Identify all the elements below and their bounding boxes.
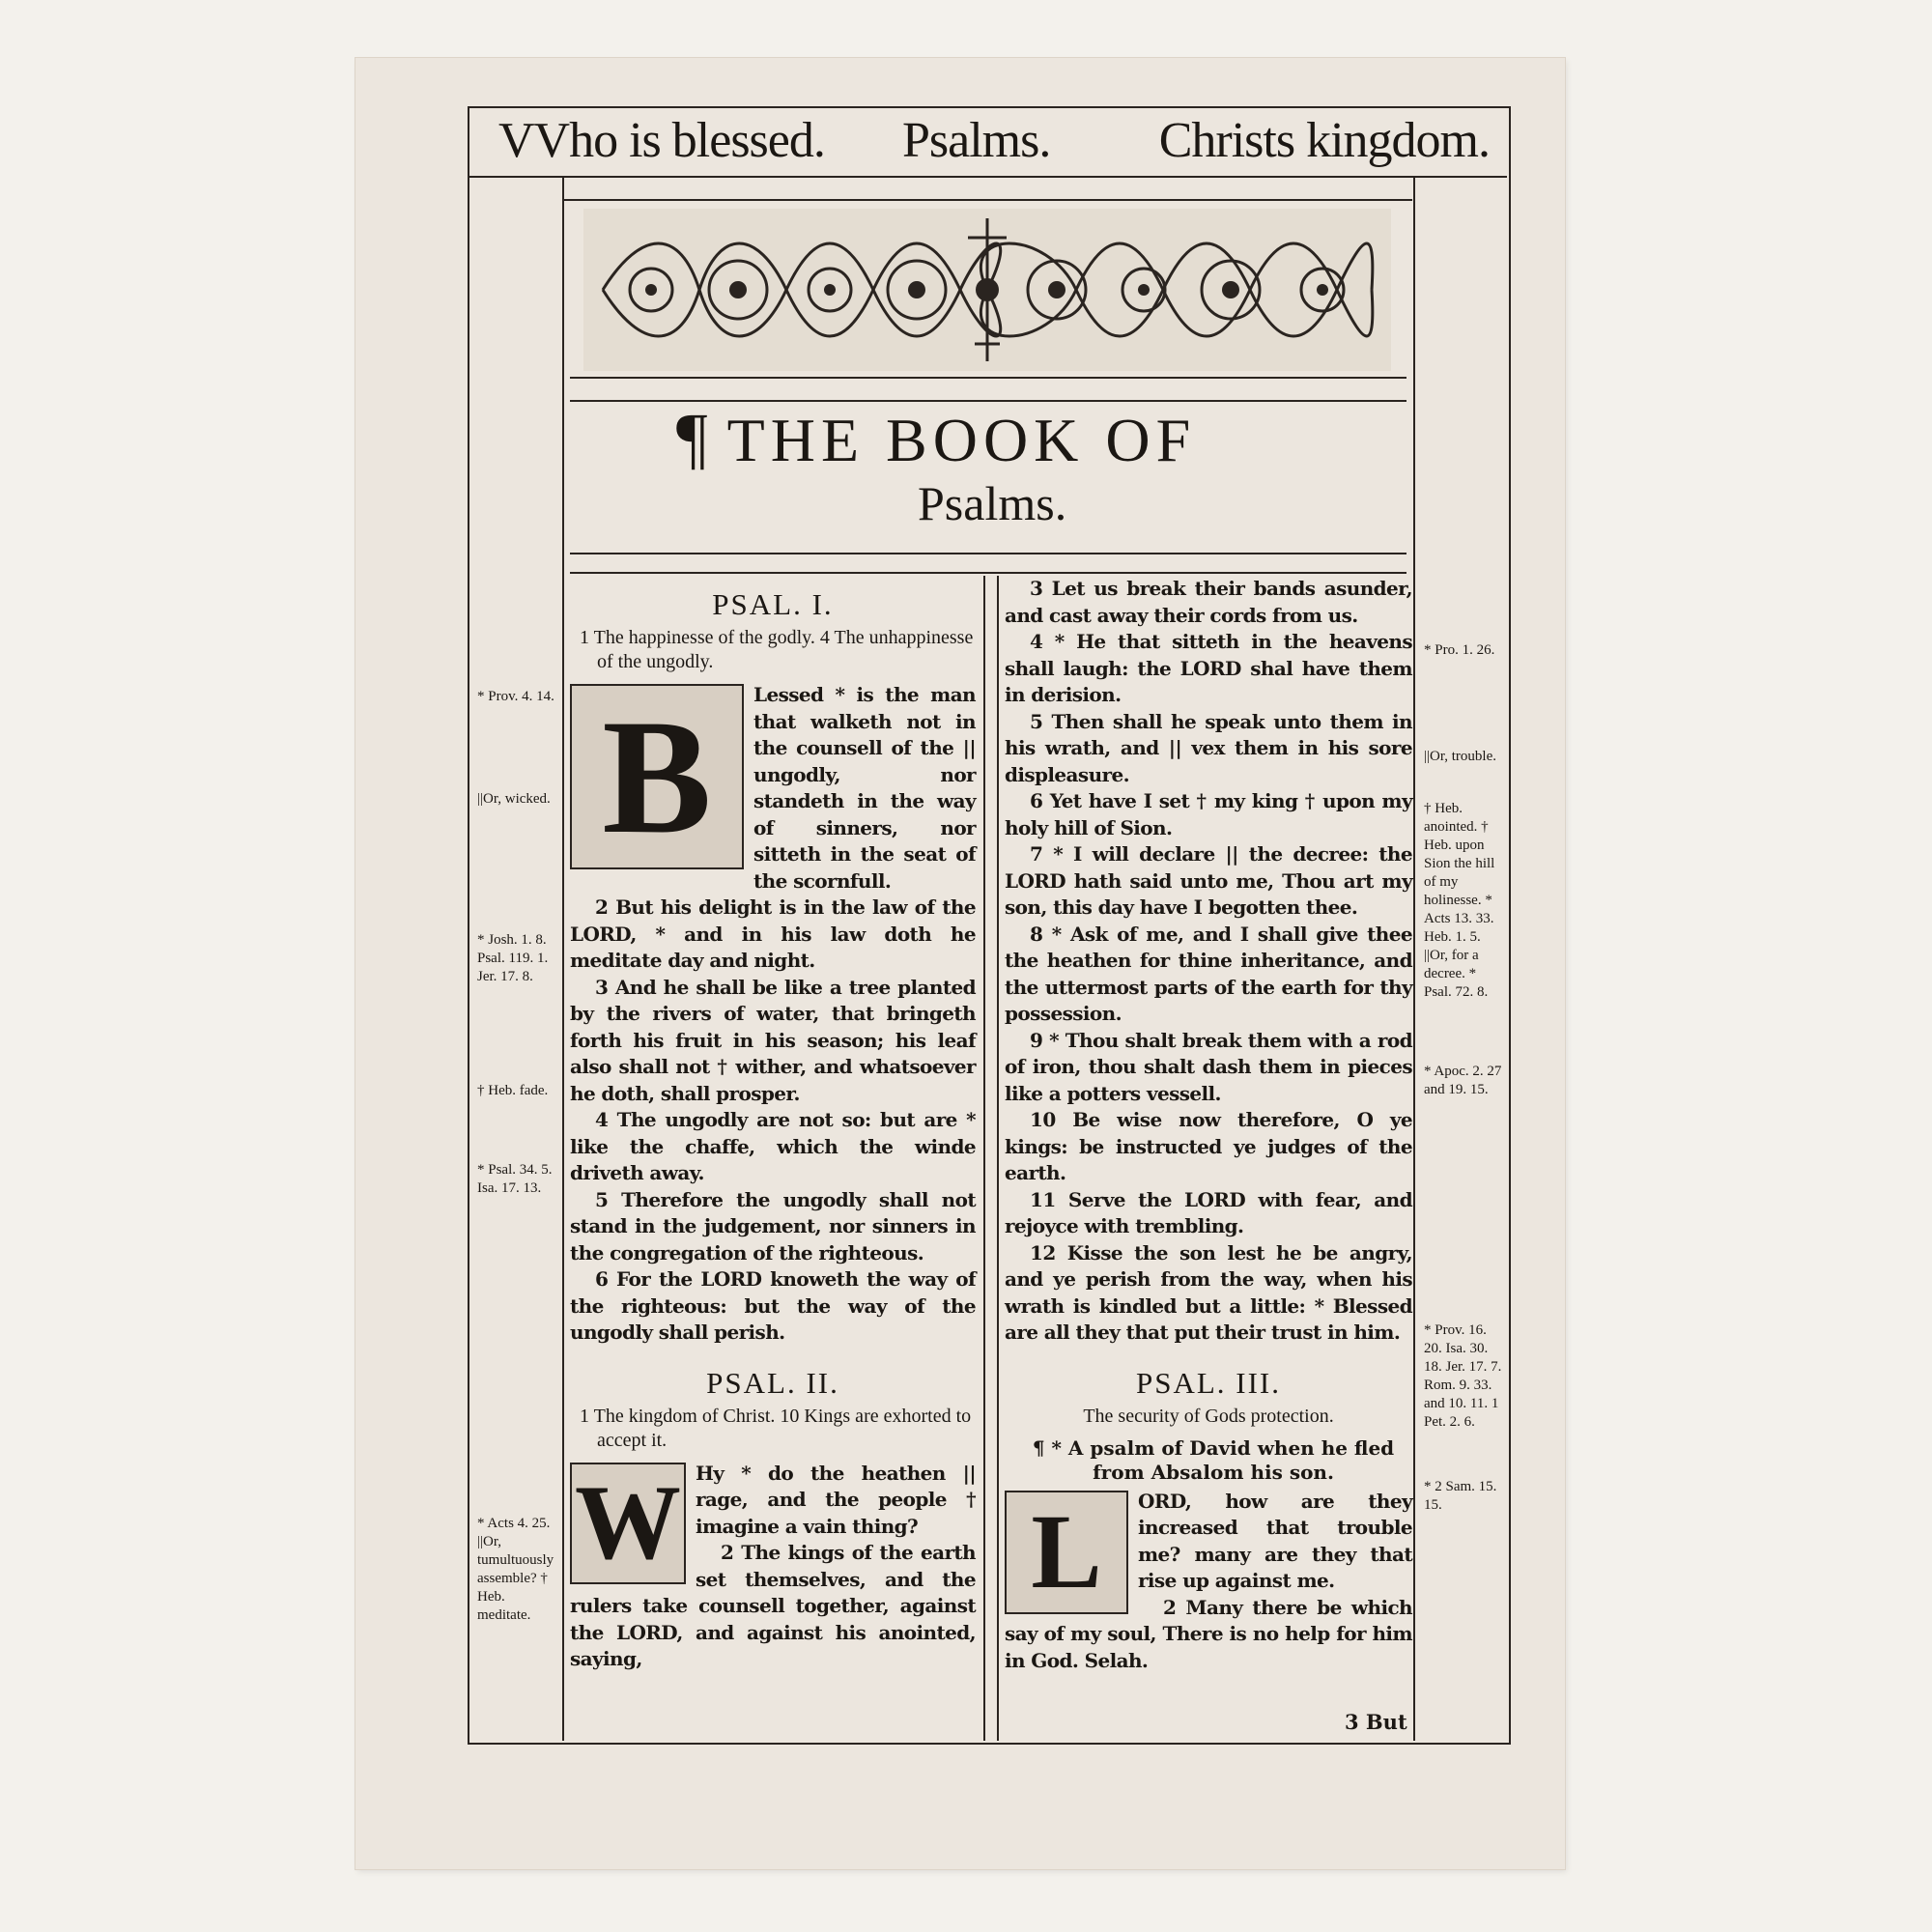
psalm-3-verse-2: 2 Many there be which say of my soul, There is no help for him in God. Selah. — [1005, 1595, 1412, 1672]
floral-headpiece-ornament — [583, 209, 1391, 371]
decorated-initial-w: W — [570, 1463, 686, 1584]
title-bottom-rule — [570, 553, 1406, 554]
left-text-column — [570, 585, 976, 1673]
psalm-2-verse-5: 5 Then shall he speak unto them in his wrath, and || vex them in his sore displeasure. — [1005, 709, 1412, 786]
right-margin-rule — [1413, 178, 1415, 1741]
psalm-2-verse-11: 11 Serve the LORD with fear, and rejoyce with trembling. — [1005, 1187, 1412, 1237]
text-top-rule — [570, 572, 1406, 574]
psalm-3-heading: PSAL. III. — [1135, 1365, 1282, 1400]
column-divider — [983, 576, 985, 1741]
psalm-1-heading: PSAL. I. — [712, 587, 834, 621]
margin-note-right-2: ||Or, trouble. — [1424, 749, 1496, 764]
running-head-right: Christs kingdom. — [1158, 113, 1490, 168]
psalm-1-summary: 1 The happinesse of the godly. 4 The unhappinesse of the ungodly. — [580, 627, 974, 672]
margin-note-left-6: * Acts 4. 25. ||Or, tumultuously assemble? † Heb. meditate. — [477, 1516, 554, 1623]
right-text-column — [1005, 576, 1412, 1674]
margin-note-right-3: † Heb. anointed. † Heb. upon Sion the hill of my holinesse. * Acts 13. 33. Heb. 1. 5. ||Or, for a decree. * Psal. 72. 8. — [1424, 801, 1495, 1000]
column-divider-inner — [997, 576, 999, 1741]
running-head-left: VVho is blessed. — [498, 113, 825, 168]
psalm-2-verse-1: Hy * do the heathen || rage, and the people † imagine a vain thing? — [696, 1461, 976, 1538]
psalm-3-title-note: ¶ * A psalm of David when he fled from Absalom his son. — [1032, 1435, 1395, 1484]
psalm-1-verse-2: 2 But his delight is in the law of the LORD, * and in his law doth he meditate day and night. — [570, 895, 976, 972]
psalm-2-verse-4: 4 * He that sitteth in the heavens shall laugh: the LORD shal have them in derision. — [1005, 630, 1412, 706]
catchword: 3 But — [1345, 1710, 1407, 1734]
margin-note-right-5: * Prov. 16. 20. Isa. 30. 18. Jer. 17. 7. Rom. 9. 33. and 10. 11. 1 Pet. 2. 6. — [1424, 1322, 1502, 1430]
margin-note-right-1: * Pro. 1. 26. — [1424, 642, 1495, 658]
psalm-2-verse-7: 7 * I will declare || the decree: the LORD hath said unto me, Thou art my son, this day have I begotten thee. — [1005, 842, 1412, 919]
psalm-2-summary: 1 The kingdom of Christ. 10 Kings are exhorted to accept it. — [580, 1405, 972, 1451]
psalm-3-verse-1: ORD, how are they increased that trouble me? many are they that rise up against me. — [1138, 1489, 1412, 1592]
psalm-2-verse-9: 9 * Thou shalt break them with a rod of iron, thou shalt dash them in pieces like a potters vessell. — [1005, 1028, 1412, 1105]
margin-note-left-1: * Prov. 4. 14. — [477, 689, 554, 704]
pilcrow-mark: ¶ — [676, 399, 714, 476]
running-head — [468, 106, 1507, 178]
left-margin-rule — [562, 178, 564, 1741]
psalm-2-verse-8: 8 * Ask of me, and I shall give thee the heathen for thine inheritance, and the uttermost parts of the earth for thy possession. — [1005, 922, 1412, 1025]
psalm-2-verse-10: 10 Be wise now therefore, O ye kings: be instructed ye judges of the earth. — [1005, 1108, 1412, 1184]
psalm-1-verse-4: 4 The ungodly are not so: but are * like the chaffe, which the winde driveth away. — [570, 1108, 976, 1184]
book-title-line2: Psalms. — [918, 476, 1067, 530]
psalm-1-verse-6: 6 For the LORD knoweth the way of the righteous: but the way of the ungodly shall perish. — [570, 1267, 976, 1344]
decorated-initial-b: B — [570, 684, 744, 869]
running-head-center: Psalms. — [902, 113, 1051, 168]
psalm-2-verse-2: 2 The kings of the earth set themselves, and the rulers take counsell together, against the LORD, and against his anointed, saying, — [570, 1541, 976, 1670]
margin-note-right-4: * Apoc. 2. 27 and 19. 15. — [1424, 1064, 1502, 1097]
margin-note-left-2: ||Or, wicked. — [477, 791, 551, 807]
ornament-top-rule — [564, 199, 1412, 201]
psalm-2-verse-3: 3 Let us break their bands asunder, and cast away their cords from us. — [1005, 577, 1412, 627]
psalm-1-verse-5: 5 Therefore the ungodly shall not stand in the judgement, nor sinners in the congregation of the righteous. — [570, 1187, 976, 1264]
ornament-bottom-rule — [570, 377, 1406, 379]
psalm-2-verse-6: 6 Yet have I set † my king † upon my holy hill of Sion. — [1005, 789, 1412, 839]
psalm-1-verse-3: 3 And he shall be like a tree planted by the rivers of water, that bringeth forth his fruit in his season; his leaf also shall not † wither, and whatsoever he doth, shall prosper. — [570, 975, 976, 1105]
margin-note-left-4: † Heb. fade. — [477, 1083, 549, 1098]
psalm-2-verse-12: 12 Kisse the son lest he be angry, and ye perish from the way, when his wrath is kindled but a little: * Blessed are all they that put their trust in him. — [1005, 1240, 1412, 1344]
margin-note-left-5: * Psal. 34. 5. Isa. 17. 13. — [477, 1162, 553, 1196]
decorated-initial-l: L — [1005, 1491, 1128, 1614]
psalm-2-heading: PSAL. II. — [706, 1365, 839, 1400]
margin-note-right-6: * 2 Sam. 15. 15. — [1424, 1479, 1497, 1513]
psalm-3-summary: The security of Gods protection. — [1083, 1405, 1334, 1427]
book-title — [676, 399, 1197, 476]
margin-note-left-3: * Josh. 1. 8. Psal. 119. 1. Jer. 17. 8. — [477, 932, 549, 984]
psalm-1-verse-1: Lessed * is the man that walketh not in the counsell of the || ungodly, nor standeth in the way of sinners, nor sitteth in the seat of the scornfull. — [753, 683, 976, 893]
book-title-line1: THE BOOK OF — [726, 406, 1197, 474]
